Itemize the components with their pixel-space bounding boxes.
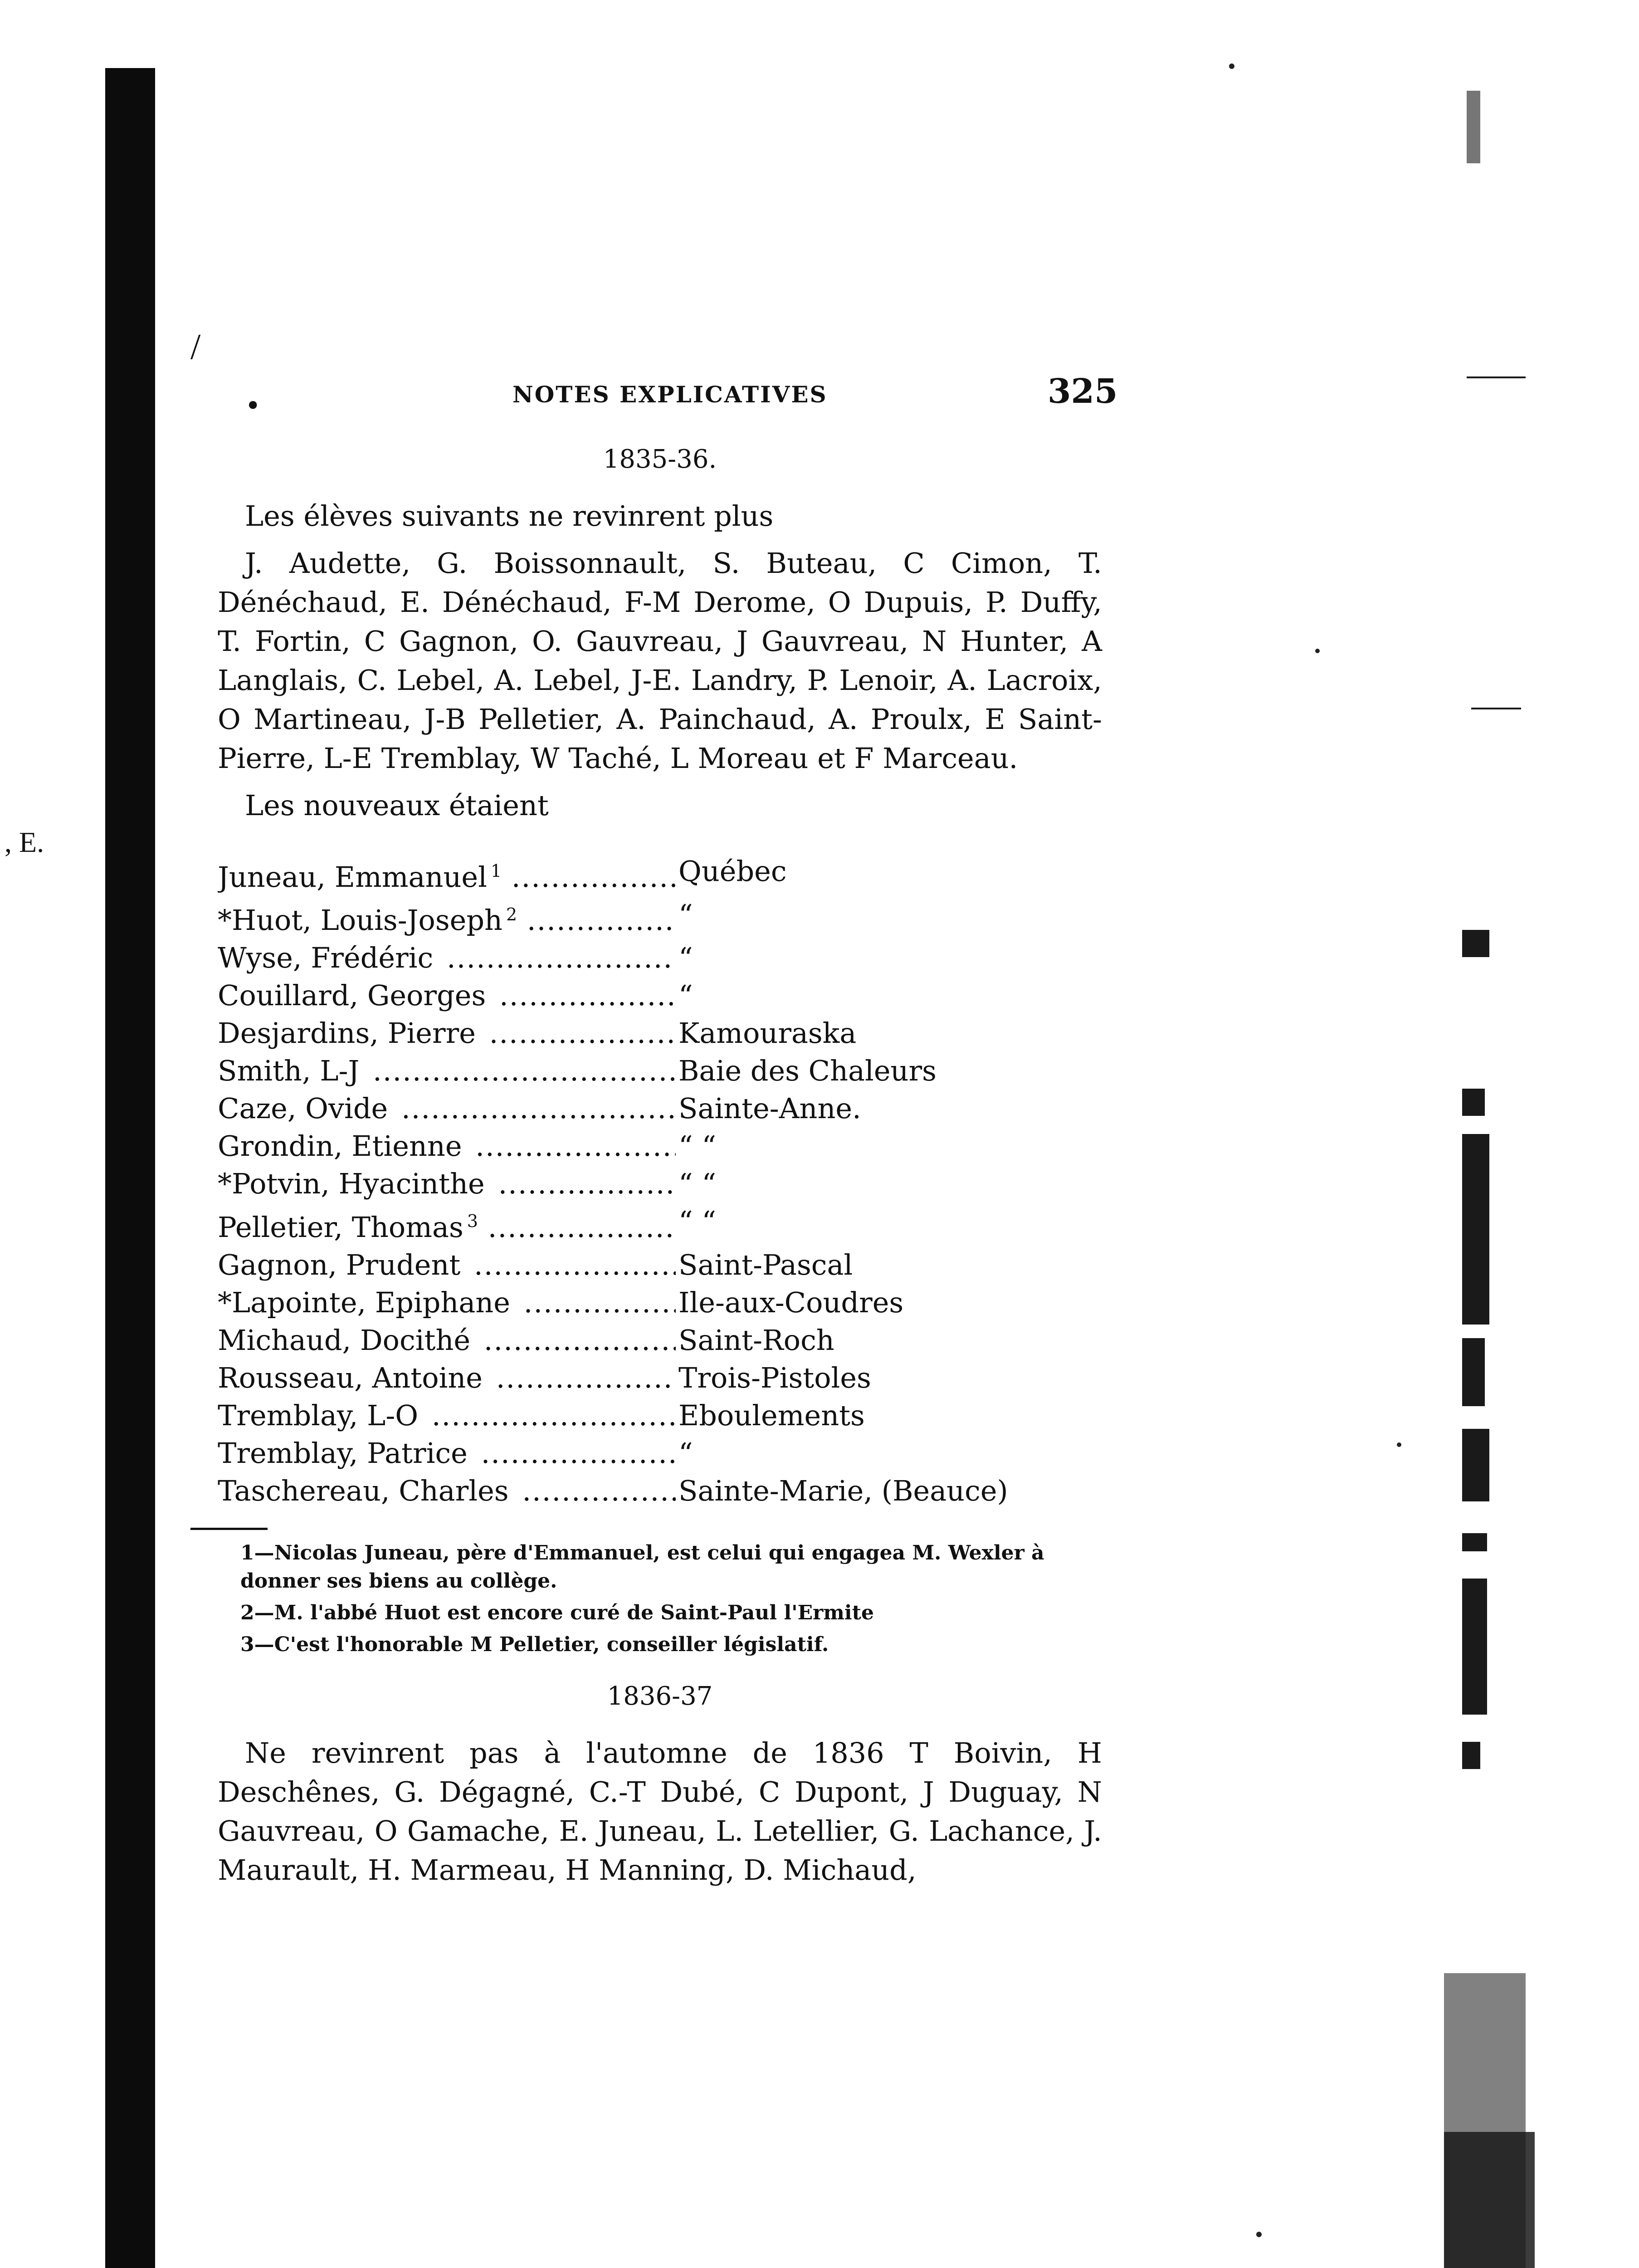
student-name-text: Grondin, Etienne [218, 1129, 466, 1163]
student-name [218, 1472, 676, 1510]
student-name-text: Wyse, Frédéric [218, 941, 437, 974]
student-row [218, 1321, 1102, 1359]
student-place: Ile-aux-Coudres [676, 1284, 903, 1321]
student-name-text: Caze, Ovide [218, 1092, 391, 1125]
student-place: “ [676, 939, 693, 977]
footnote-3: 3—C'est l'honorable M Pelletier, conseiller législatif. [240, 1633, 829, 1656]
student-name [218, 896, 676, 939]
departed-list: J. Audette, G. Boissonnault, S. Buteau, C Cimon, T. Dénéchaud, E. Dénéchaud, F-M Derome, O Dupuis, P. Duffy, T. Fortin, C Gagnon, O. Gauvreau, J Gauvreau, N Hunter, A Langlais, C. Lebel, A. Lebel, J-E. Landry, P. Lenoir, A. Lacroix, O Martineau, J-B Pelletier, A. Painchaud, A. Proulx, E Saint-Pierre, L-E Tremblay, W Taché, L Moreau et F Marceau. [218, 547, 1102, 775]
student-place: Sainte-Anne. [676, 1090, 861, 1127]
footnotes [218, 1539, 1102, 1659]
document-page [218, 372, 1118, 1890]
student-row [218, 896, 1102, 939]
student-name [218, 977, 676, 1014]
student-place: Kamouraska [676, 1014, 856, 1052]
student-place: “ “ [676, 1127, 716, 1165]
new-students-list [218, 852, 1102, 1510]
student-name [218, 1127, 676, 1165]
student-name-text: Couillard, Georges [218, 979, 489, 1012]
student-row [218, 1090, 1102, 1127]
student-name-text: *Huot, Louis-Joseph [218, 904, 506, 937]
student-name [218, 1359, 676, 1397]
speck [1229, 64, 1234, 69]
student-name-text: Tremblay, L-O [218, 1399, 422, 1432]
student-row [218, 1359, 1102, 1397]
student-row [218, 1165, 1102, 1202]
student-name-text: *Potvin, Hyacinthe [218, 1167, 488, 1200]
footnote-marker: 1 [490, 861, 502, 881]
student-name [218, 852, 676, 896]
student-row [218, 852, 1102, 896]
student-row [218, 1434, 1102, 1472]
student-name-text: Pelletier, Thomas [218, 1211, 467, 1244]
student-name [218, 1052, 676, 1090]
student-name-text: Desjardins, Pierre [218, 1017, 479, 1050]
student-row [218, 939, 1102, 977]
student-row [218, 1014, 1102, 1052]
student-name-text: Gagnon, Prudent [218, 1248, 464, 1281]
student-name-text: Smith, L-J [218, 1054, 363, 1087]
footnote-rule [190, 1528, 268, 1530]
student-name [218, 1202, 676, 1246]
speck [1315, 649, 1320, 653]
stray-mark: / [190, 327, 201, 367]
student-place: “ [676, 977, 693, 1014]
student-row [218, 1246, 1102, 1284]
student-place: “ “ [676, 1202, 716, 1246]
student-name-text: Rousseau, Antoine [218, 1361, 486, 1394]
student-name [218, 1246, 676, 1284]
student-place: Trois-Pistoles [676, 1359, 871, 1397]
student-row [218, 1202, 1102, 1246]
footnote-1: 1—Nicolas Juneau, père d'Emmanuel, est celui qui engagea M. Wexler à donner ses biens au collège. [240, 1541, 1044, 1593]
page-number: 325 [1048, 372, 1118, 411]
student-name [218, 1090, 676, 1127]
student-place: Baie des Chaleurs [676, 1052, 937, 1090]
student-row [218, 1127, 1102, 1165]
speck [1397, 1442, 1401, 1447]
student-row [218, 1052, 1102, 1090]
running-header [218, 372, 1118, 422]
student-place: “ [676, 1434, 693, 1472]
student-name-text: Michaud, Docithé [218, 1324, 474, 1357]
student-row [218, 1472, 1102, 1510]
footnote-marker: 2 [506, 904, 517, 924]
student-name-text: Taschereau, Charles [218, 1474, 512, 1507]
departed-list-1836: Ne revinrent pas à l'automne de 1836 T Boivin, H Deschênes, G. Dégagné, C.-T Dubé, C Dupont, J Duguay, N Gauvreau, O Gamache, E. Juneau, L. Letellier, G. Lachance, J. Maurault, H. Marmeau, H Manning, D. Michaud, [218, 1736, 1102, 1887]
student-place: Saint-Roch [676, 1321, 834, 1359]
student-place: Québec [676, 852, 787, 896]
student-row [218, 1284, 1102, 1321]
book-spine-shadow [105, 68, 155, 2268]
student-name [218, 939, 676, 977]
student-name [218, 1284, 676, 1321]
student-row [218, 1397, 1102, 1434]
student-place: Eboulements [676, 1397, 865, 1434]
student-name [218, 1434, 676, 1472]
student-row [218, 977, 1102, 1014]
year-heading-1836: 1836-37 [607, 1681, 713, 1711]
footnote-2: 2—M. l'abbé Huot est encore curé de Saint-Paul l'Ermite [240, 1601, 874, 1624]
new-students-intro: Les nouveaux étaient [245, 789, 549, 822]
student-place: “ [676, 896, 693, 939]
student-place: Saint-Pascal [676, 1246, 853, 1284]
year-heading-1835: 1835-36. [603, 445, 717, 474]
student-name-text: *Lapointe, Epiphane [218, 1286, 514, 1319]
student-name [218, 1321, 676, 1359]
departed-intro: Les élèves suivants ne revinrent plus [245, 499, 774, 533]
student-place: “ “ [676, 1165, 716, 1202]
student-name [218, 1014, 676, 1052]
running-title: NOTES EXPLICATIVES [512, 381, 828, 408]
page-edge-artifacts [1444, 0, 1639, 2268]
footnote-marker: 3 [467, 1211, 478, 1232]
speck [1256, 2232, 1262, 2237]
student-place: Sainte-Marie, (Beauce) [676, 1472, 1008, 1510]
student-name-text: Tremblay, Patrice [218, 1437, 471, 1470]
margin-fragment: , E. [5, 826, 44, 858]
header-dot: • [245, 390, 261, 422]
student-name-text: Juneau, Emmanuel [218, 860, 491, 894]
student-name [218, 1397, 676, 1434]
student-name [218, 1165, 676, 1202]
